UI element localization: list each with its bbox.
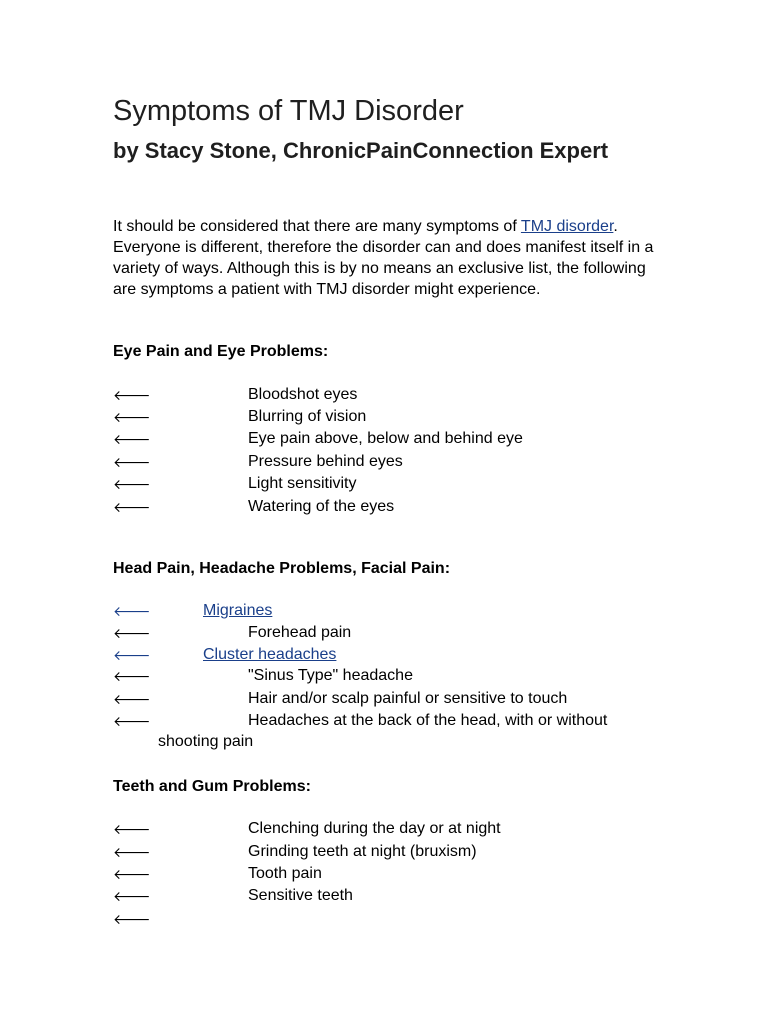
list-item-text: Headaches at the back of the head, with or without: [248, 712, 608, 729]
section-heading-teeth: Teeth and Gum Problems:: [113, 778, 311, 795]
list-item: [113, 385, 673, 405]
arrow-bullet-icon: 🡐: [113, 625, 151, 641]
list-item-text: Forehead pain: [248, 624, 352, 641]
arrow-bullet-icon: 🡐: [113, 603, 151, 619]
list-item-text: Hair and/or scalp painful or sensitive to touch: [248, 690, 568, 707]
list-item: [113, 623, 673, 643]
list-item: [113, 819, 673, 839]
intro-paragraph: [113, 216, 673, 300]
author-byline: by Stacy Stone, ChronicPainConnection Expert: [113, 138, 609, 163]
list-item-text: Eye pain above, below and behind eye: [248, 430, 523, 447]
arrow-bullet-icon: 🡐: [113, 888, 151, 904]
list-item-text: Tooth pain: [248, 865, 322, 882]
tmj-disorder-link[interactable]: TMJ disorder: [520, 218, 614, 235]
list-item: [113, 689, 673, 709]
arrow-bullet-icon: 🡐: [113, 691, 151, 707]
list-item-text: Blurring of vision: [248, 408, 367, 425]
list-item-text: "Sinus Type" headache: [248, 667, 413, 684]
list-item-text: Light sensitivity: [248, 475, 357, 492]
arrow-bullet-icon: 🡐: [113, 821, 151, 837]
list-item-text: Pressure behind eyes: [248, 453, 403, 470]
arrow-bullet-icon: 🡐: [113, 499, 151, 515]
section-heading-eye: Eye Pain and Eye Problems:: [113, 343, 329, 360]
arrow-bullet-icon: 🡐: [113, 668, 151, 684]
list-item: [113, 497, 673, 517]
list-item: [113, 452, 673, 472]
list-item: [113, 886, 673, 906]
section-heading-head: Head Pain, Headache Problems, Facial Pain:: [113, 560, 451, 577]
list-item-text: Sensitive teeth: [248, 887, 353, 904]
list-item: [113, 711, 673, 731]
arrow-bullet-icon: 🡐: [113, 713, 151, 729]
arrow-bullet-icon: 🡐: [113, 844, 151, 860]
list-item-text: Clenching during the day or at night: [248, 820, 501, 837]
arrow-bullet-icon: 🡐: [113, 866, 151, 882]
migraines-link[interactable]: Migraines: [203, 602, 273, 619]
arrow-bullet-icon: 🡐: [113, 431, 151, 447]
list-item-text: Grinding teeth at night (bruxism): [248, 843, 477, 860]
list-item: [113, 474, 673, 494]
list-item: [113, 864, 673, 884]
arrow-bullet-icon: 🡐: [113, 476, 151, 492]
list-item: [113, 645, 673, 665]
intro-text-end: . Everyone is different, therefore the disorder can and does manifest itself in a variety of ways. Although this is by no means an exclusive list, the following are symptoms a patient with TMJ disorder might experience.: [113, 218, 654, 298]
list-item-text: Bloodshot eyes: [248, 386, 358, 403]
list-item: [113, 429, 673, 449]
list-item: [113, 666, 673, 686]
intro-text-start: It should be considered that there are many symptoms of: [113, 218, 521, 235]
list-item-continuation: shooting pain: [158, 733, 254, 750]
list-item-text: Watering of the eyes: [248, 498, 395, 515]
list-item: [113, 601, 673, 621]
arrow-bullet-icon: 🡐: [113, 454, 151, 470]
list-item: [113, 909, 673, 929]
list-item: [113, 407, 673, 427]
arrow-bullet-icon: 🡐: [113, 911, 151, 927]
arrow-bullet-icon: 🡐: [113, 647, 151, 663]
list-item: [113, 842, 673, 862]
arrow-bullet-icon: 🡐: [113, 409, 151, 425]
cluster-headaches-link[interactable]: Cluster headaches: [203, 646, 337, 663]
arrow-bullet-icon: 🡐: [113, 387, 151, 403]
document-title: Symptoms of TMJ Disorder: [113, 95, 464, 127]
